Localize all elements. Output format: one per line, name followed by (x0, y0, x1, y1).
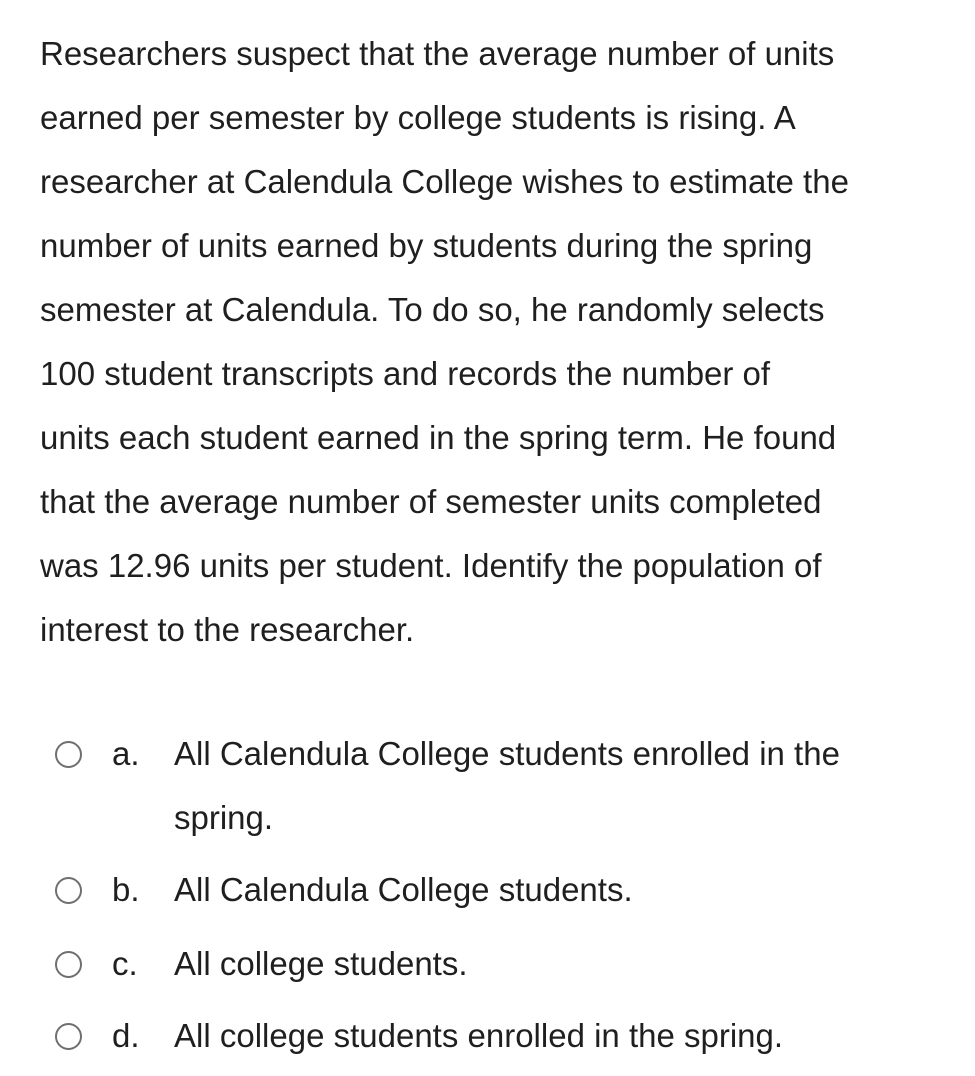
option-a[interactable] (55, 722, 955, 850)
option-label (174, 722, 840, 850)
radio-button-b[interactable] (55, 877, 82, 904)
question-line: units each student earned in the spring term. He found (40, 419, 837, 456)
option-letter: c. (112, 945, 138, 982)
question-line: 100 student transcripts and records the number of (40, 355, 771, 392)
option-label-line: All college students enrolled in the spring. (174, 1017, 784, 1054)
question-line: number of units earned by students during the spring (40, 227, 813, 264)
option-label-line: spring. (174, 799, 274, 836)
option-letter: b. (112, 871, 140, 908)
radio-button-c[interactable] (55, 951, 82, 978)
question-line: researcher at Calendula College wishes to estimate the (40, 163, 849, 200)
radio-button-a[interactable] (55, 741, 82, 768)
question-line: semester at Calendula. To do so, he randomly selects (40, 291, 825, 328)
question-line: interest to the researcher. (40, 611, 415, 648)
option-label (174, 1004, 783, 1068)
option-label-line: All Calendula College students. (174, 871, 633, 908)
option-b[interactable] (55, 858, 955, 922)
question-line: that the average number of semester units completed (40, 483, 822, 520)
option-label (174, 858, 633, 922)
radio-button-d[interactable] (55, 1023, 82, 1050)
question-line: earned per semester by college students is rising. A (40, 99, 796, 136)
option-letter: a. (112, 735, 140, 772)
option-c[interactable] (55, 932, 955, 996)
option-label (174, 932, 468, 996)
option-letter: d. (112, 1017, 140, 1054)
question-line: was 12.96 units per student. Identify the population of (40, 547, 822, 584)
option-label-line: All Calendula College students enrolled in the (174, 735, 840, 772)
option-label-line: All college students. (174, 945, 468, 982)
question-line: Researchers suspect that the average number of units (40, 35, 835, 72)
option-d[interactable] (55, 1004, 955, 1068)
